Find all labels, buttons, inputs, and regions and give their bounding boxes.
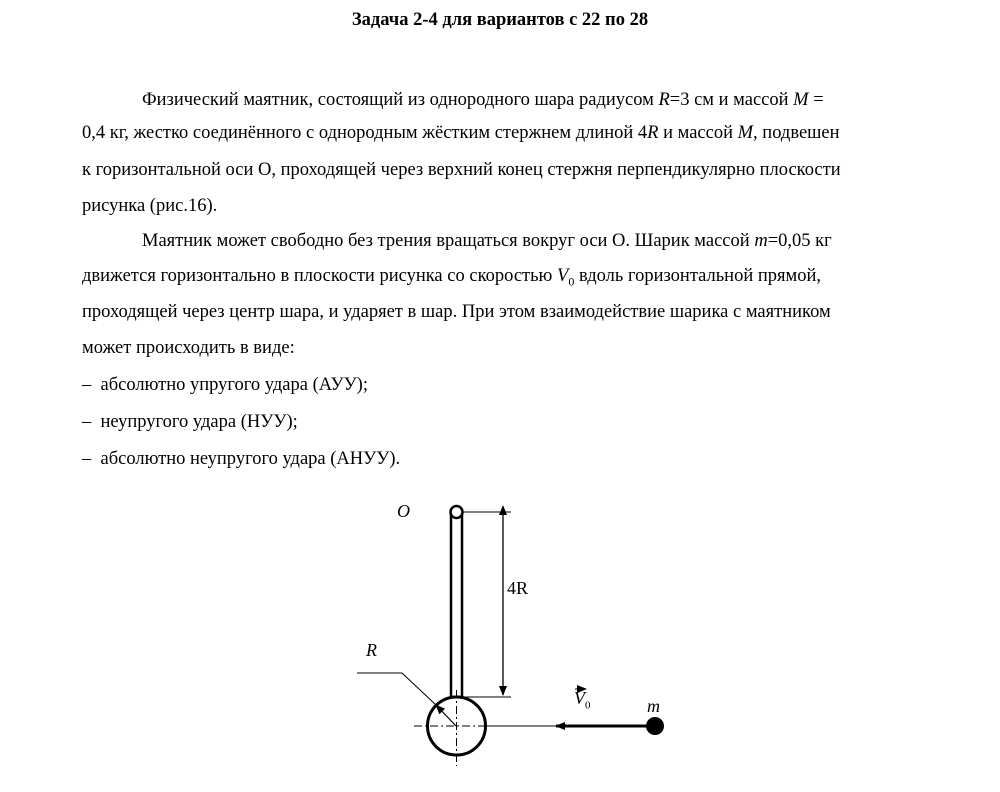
var-R: R <box>658 90 670 110</box>
var-m: m <box>754 231 768 251</box>
label-m: m <box>647 696 660 716</box>
var-V: V <box>574 688 585 708</box>
text: абсолютно неупругого удара (АНУУ). <box>100 449 401 469</box>
var-M: M <box>737 123 754 143</box>
var-R: R <box>647 123 659 143</box>
label-V0 <box>574 688 591 712</box>
text: вдоль горизонтальной прямой, <box>574 266 821 286</box>
text: Маятник может свободно без трения вращаться вокруг оси О. Шарик массой <box>142 231 755 251</box>
pivot-axis <box>451 506 463 518</box>
text: 0,4 кг, жестко соединённого с однородным жёстким стержнем длиной 4 <box>82 123 648 143</box>
task-title: Задача 2-4 для вариантов с 22 по 28 <box>351 10 649 30</box>
p2-line3: проходящей через центр шара, и ударяет в шар. При этом взаимодействие шарика с маятником <box>82 302 831 322</box>
dash: – <box>82 449 92 469</box>
label-4R: 4R <box>507 578 529 598</box>
text: движется горизонтально в плоскости рисунка со скоростью <box>82 266 558 286</box>
label-O: O <box>397 501 410 521</box>
subscript: 0 <box>585 699 591 712</box>
var-M: M <box>793 90 809 110</box>
subscript: 0 <box>568 274 575 289</box>
text: Физический маятник, состоящий из однородного шара радиусом <box>142 90 659 110</box>
var-V: V <box>557 266 569 286</box>
p1-line3: к горизонтальной оси О, проходящей через верхний конец стержня перпендикулярно плоскости <box>82 160 841 180</box>
p1-line4: рисунка (рис.16). <box>82 196 218 216</box>
label-R: R <box>366 640 377 660</box>
rod <box>451 512 462 697</box>
radius-leader <box>357 673 436 705</box>
text: =0,05 кг <box>767 231 832 251</box>
dash: – <box>82 375 92 395</box>
p2-line4: может происходить в виде: <box>82 338 295 358</box>
text: неупругого удара (НУУ); <box>100 412 298 432</box>
text: и массой <box>658 123 738 143</box>
text: , подвешен <box>753 123 840 143</box>
dash: – <box>82 412 92 432</box>
text: =3 см и массой <box>669 90 794 110</box>
small-ball-m <box>646 717 664 735</box>
text: абсолютно упругого удара (АУУ); <box>100 375 368 395</box>
text: = <box>808 90 824 110</box>
